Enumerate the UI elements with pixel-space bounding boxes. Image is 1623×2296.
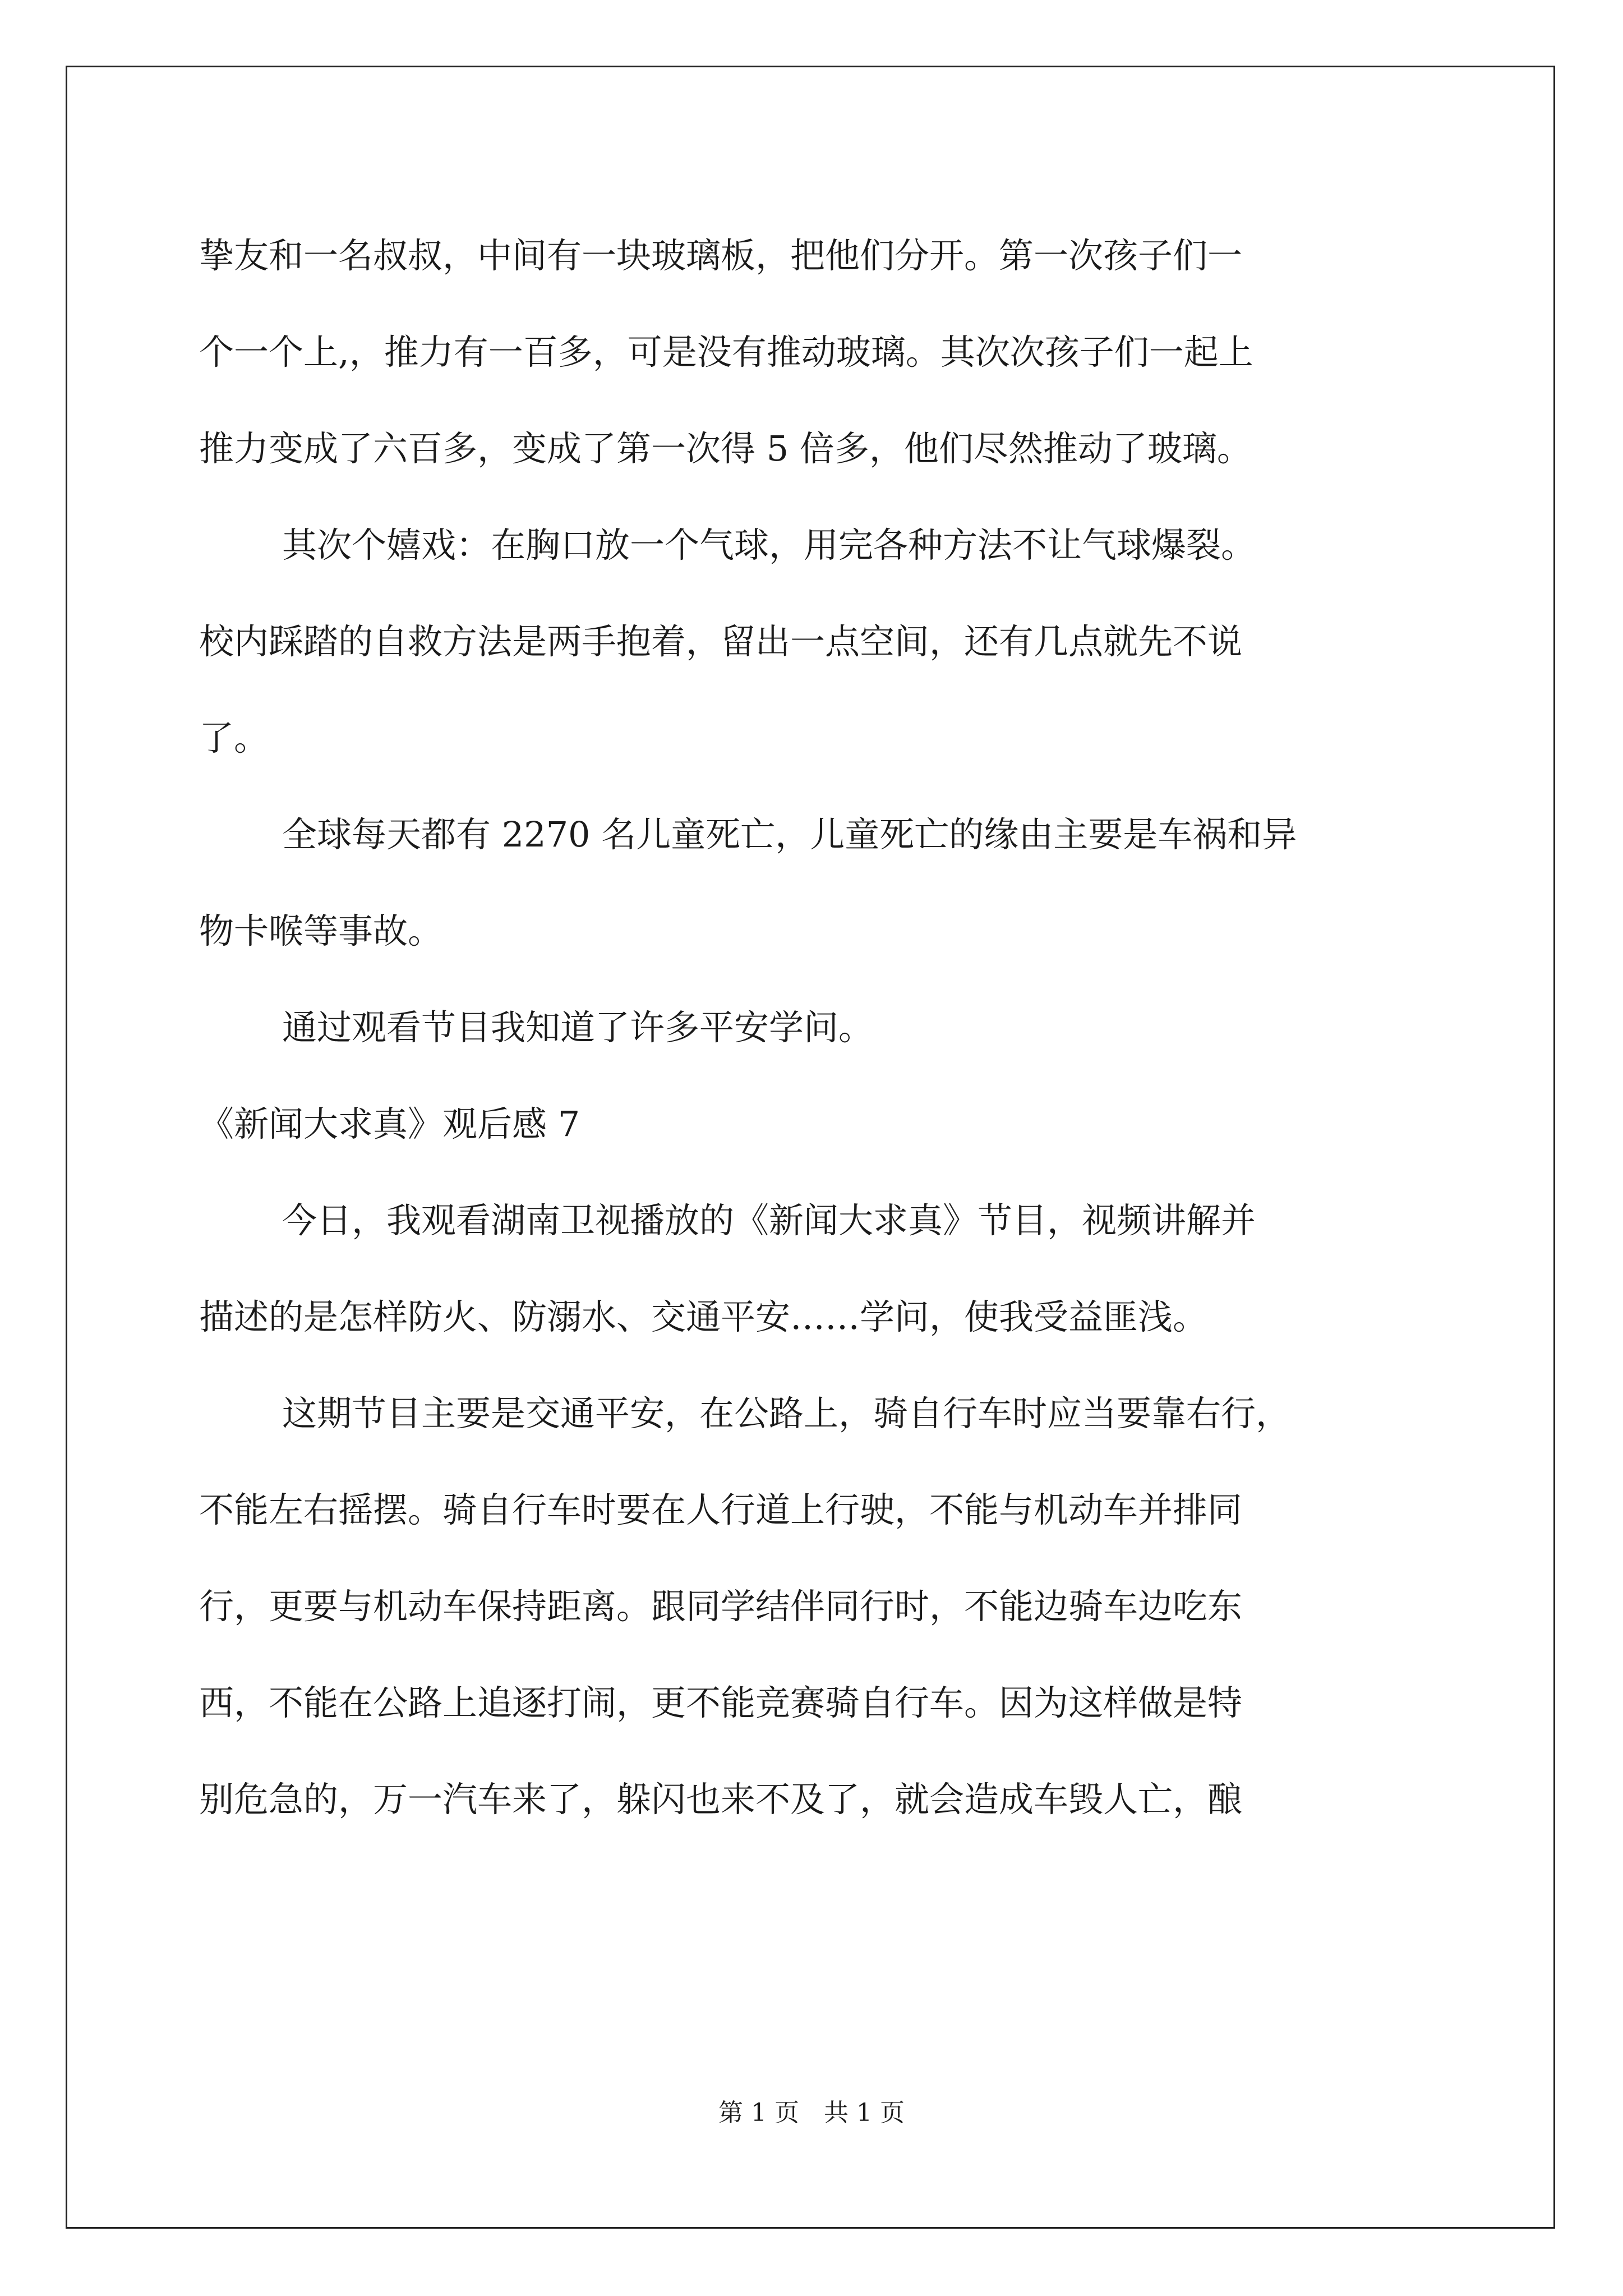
text-line: 今日，我观看湖南卫视播放的《新闻大求真》节目，视频讲解并 xyxy=(282,1200,1256,1241)
text-line: 了。 xyxy=(199,717,269,758)
page-footer: 第 1 页 共 1 页 xyxy=(718,2099,905,2127)
text-line: 个一个上,，推力有一百多，可是没有推动玻璃。其次次孩子们一起上 xyxy=(199,332,1253,372)
section-heading: 《新闻大求真》观后感 7 xyxy=(199,1103,580,1144)
text-line: 物卡喉等事故。 xyxy=(199,910,443,951)
document-body xyxy=(199,208,1427,1848)
text-line: 别危急的，万一汽车来了，躲闪也来不及了，就会造成车毁人亡，酿 xyxy=(199,1779,1243,1820)
text-line: 描述的是怎样防火、防溺水、交通平安……学问，使我受益匪浅。 xyxy=(199,1296,1208,1337)
text-line: 全球每天都有 2270 名儿童死亡，儿童死亡的缘由主要是车祸和异 xyxy=(282,814,1297,855)
text-line: 不能左右摇摆。骑自行车时要在人行道上行驶，不能与机动车并排同 xyxy=(199,1489,1243,1530)
text-line: 行，更要与机动车保持距离。跟同学结伴同行时，不能边骑车边吃东 xyxy=(199,1586,1243,1627)
text-line: 校内踩踏的自救方法是两手抱着，留出一点空间，还有几点就先不说 xyxy=(199,621,1243,662)
text-line: 西，不能在公路上追逐打闹，更不能竞赛骑自行车。因为这样做是特 xyxy=(199,1682,1243,1723)
text-line: 通过观看节目我知道了许多平安学问。 xyxy=(282,1007,874,1048)
text-line: 这期节目主要是交通平安，在公路上，骑自行车时应当要靠右行， xyxy=(282,1393,1291,1434)
text-line: 其次个嬉戏：在胸口放一个气球，用完各种方法不让气球爆裂。 xyxy=(282,524,1256,565)
text-line: 挚友和一名叔叔，中间有一块玻璃板，把他们分开。第一次孩子们一 xyxy=(199,235,1243,276)
text-line: 推力变成了六百多，变成了第一次得 5 倍多，他们尽然推动了玻璃。 xyxy=(199,428,1252,469)
